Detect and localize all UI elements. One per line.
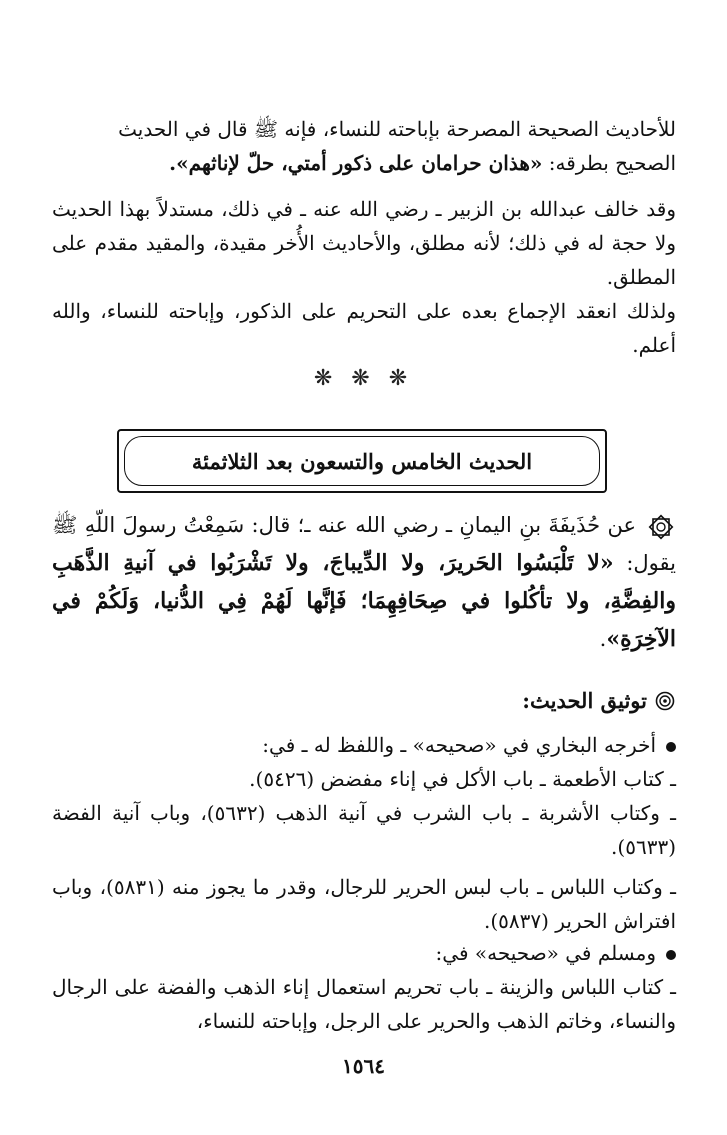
bukhari-intro: أخرجه البخاري في «صحيحه» ـ واللفظ له ـ في: — [52, 728, 676, 762]
section-separator: ❋ ❋ ❋ — [313, 366, 414, 391]
bukhari-ref-2: ـ وكتاب الأشربة ـ باب الشرب في آنية الذهب (٥٦٣٢)، وباب آنية الفضة (٥٦٣٣). — [52, 801, 676, 859]
hadith-end: . — [599, 627, 607, 651]
intro-paragraph-2: وقد خالف عبدالله بن الزبير ـ رضي الله عنه ـ في ذلك، مستدلاً بهذا الحديث ولا حجة له في ذلك؛ لأنه مطلق، والأحاديث الأُخر مقيدة، والمقيد مقدم على المطلق. — [52, 197, 676, 289]
bullet-icon — [666, 950, 676, 960]
muslim-intro: ومسلم في «صحيحه» في: — [52, 936, 676, 970]
hadith-block — [52, 506, 676, 658]
prophet-quote: «هذان حرامان على ذكور أمتي، حلّ لإناثهم». — [169, 151, 543, 175]
page-number: ١٥٦٤ — [342, 1054, 385, 1078]
section-title: الحديث الخامس والتسعون بعد الثلاثمئة — [124, 436, 600, 486]
hadith-narration: عن حُذَيفَةَ بنِ اليمانِ ـ رضي الله عنه ـ؛ قال: سَمِعْتُ رسولَ اللّهِ ﷺ يقول: — [52, 513, 676, 575]
hadith-text: «لا تَلْبَسُوا الحَريرَ، ولا الدِّيباجَ، ولا تَشْرَبُوا في آنيةِ الذَّهَبِ والفِضَّةِ، ولا تأكُلوا في صِحَافِهِمَا؛ فَإنَّها لَهُمْ فِي الدُّنيا، وَلَكُمْ في الآخِرَةِ» — [52, 550, 676, 652]
intro-paragraph-1 — [52, 112, 676, 180]
bullet-icon — [666, 742, 676, 752]
muslim-ref-1: ـ كتاب اللباس والزينة ـ باب تحريم استعمال إناء الذهب والفضة على الرجال والنساء، وخاتم الذهب والحرير على الرجل، وإباحته للنساء، — [52, 975, 676, 1033]
bukhari-ref-3: ـ وكتاب اللباس ـ باب لبس الحرير للرجال، وقدر ما يجوز منه (٥٨٣١)، وباب افتراش الحرير (٥٨٣٧). — [52, 875, 677, 933]
intro-paragraph-3: ولذلك انعقد الإجماع بعده على التحريم على الذكور، وإباحته للنساء، والله أعلم. — [52, 299, 676, 357]
documentation-heading — [522, 688, 675, 713]
octagram-icon — [646, 512, 676, 542]
rosette-icon — [655, 691, 675, 711]
section-title-frame — [117, 429, 607, 493]
intro-line-2: الصحيح بطرقه: — [542, 151, 676, 175]
intro-line-1: للأحاديث الصحيحة المصرحة بإباحته للنساء، فإنه ﷺ قال في الحديث — [118, 117, 676, 141]
documentation-heading-text: توثيق الحديث: — [522, 688, 647, 713]
bukhari-ref-1: ـ كتاب الأطعمة ـ باب الأكل في إناء مفضض (٥٤٢٦). — [249, 767, 676, 791]
